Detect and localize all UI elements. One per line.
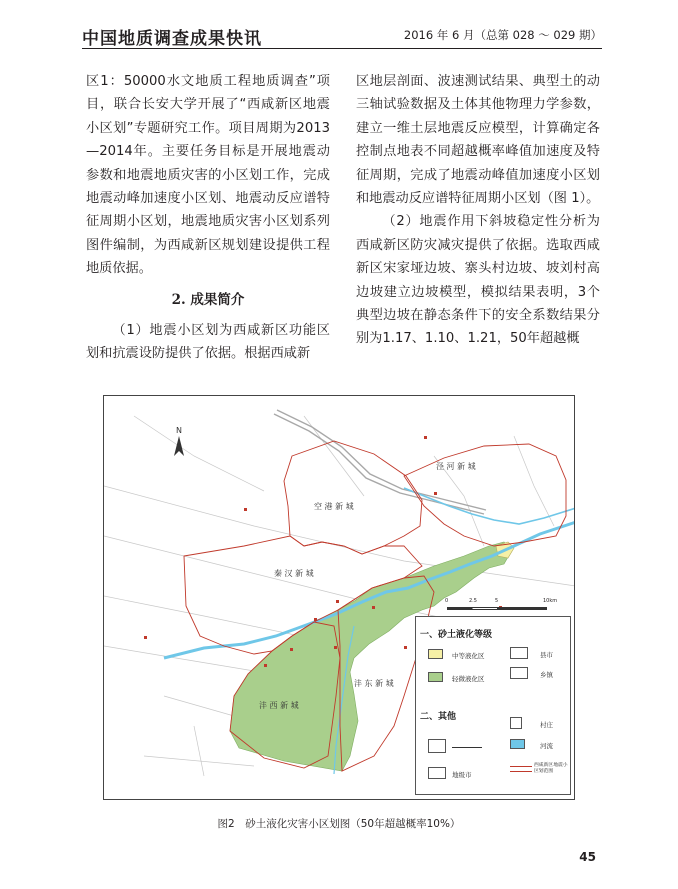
north-arrow xyxy=(174,426,184,456)
label-fengdong: 沣 东 新 城 xyxy=(354,679,394,688)
right-paragraph-1: 区地层剖面、波速测试结果、典型土的动三轴试验数据及土体其他物理力学参数，建立一维土层地震反应模型，计算确定各控制点地表不同超越概率峰值加速度及特征周期，完成了地震动峰值加速度小区划和地震动反应谱特征周期小区划（图 1）。 xyxy=(356,74,600,207)
scale-tick-0: 0 xyxy=(445,598,449,604)
town-symbol xyxy=(510,667,528,679)
north-label: N xyxy=(176,426,182,435)
legend-town: 乡镇 xyxy=(540,671,553,679)
journal-name: 中国地质调查成果快讯 xyxy=(82,29,262,49)
label-qinhan: 秦 汉 新 城 xyxy=(274,569,314,578)
borehole-leader-line xyxy=(452,747,482,748)
right-column xyxy=(356,70,600,351)
borehole-symbol xyxy=(428,739,446,753)
legend-prefecture: 地级市 xyxy=(452,771,472,779)
right-paragraph-2: （2）地震作用下斜坡稳定性分析为西咸新区防灾减灾提供了依据。选取西咸新区宋家垭边坡、寨头村边坡、坡刘村高边坡建立边坡模型，模拟结果表明，3个典型边坡在静态条件下的安全系数结果分别为1.17、1.10、1.21，50年超越概 xyxy=(356,214,600,347)
jinghe-river xyxy=(404,488,575,524)
label-konggang: 空 港 新 城 xyxy=(314,502,354,511)
figure-caption: 图2 砂土液化灾害小区划图（50年超越概率10%） xyxy=(217,818,461,830)
left-paragraph-2: （1）地震小区划为西咸新区功能区划和抗震设防提供了依据。根据西咸新 xyxy=(86,323,330,362)
scale-tick-3: 10km xyxy=(543,598,558,604)
boundary-symbol xyxy=(510,766,532,772)
legend-county: 县市 xyxy=(540,651,553,659)
legend-village: 村庄 xyxy=(540,721,553,729)
river-swatch xyxy=(510,739,525,749)
slight-swatch xyxy=(428,672,443,682)
label-fengxi: 沣 西 新 城 xyxy=(259,701,299,710)
section-heading: 2. 成果简介 xyxy=(171,291,245,308)
village-symbol xyxy=(510,717,522,729)
scale-tick-1: 2.5 xyxy=(469,598,477,604)
prefecture-symbol xyxy=(428,767,446,779)
issue-info: 2016 年 6 月（总第 028 ～ 029 期） xyxy=(403,28,602,42)
legend-section-2-title: 二、其他 xyxy=(420,712,457,722)
county-symbol xyxy=(510,647,528,659)
scale-tick-2: 5 xyxy=(495,598,499,604)
legend-river: 河流 xyxy=(540,742,553,750)
legend-slight: 轻微液化区 xyxy=(452,675,485,683)
label-jinghe: 泾 河 新 城 xyxy=(436,462,476,471)
scale-bar xyxy=(445,598,567,615)
left-paragraph-1: 区1：50000水文地质工程地质调查”项目，联合长安大学开展了“西咸新区地震小区划”专题研究工作。项目周期为2013—2014年。主要任务目标是开展地震动参数和地震地质灾害的小区划工作，完成地震动峰加速度小区划、地震动反应谱特征周期小区划，地震地质灾害小区划系列图件编制，为西咸新区规划建设提供工程地质依据。 xyxy=(86,74,330,277)
left-column xyxy=(86,70,330,366)
legend-moderate: 中等液化区 xyxy=(452,652,485,660)
header-rule xyxy=(82,48,602,49)
page-header xyxy=(82,24,602,50)
liquefaction-zoning-map xyxy=(103,395,575,800)
moderate-swatch xyxy=(428,649,443,659)
map-legend xyxy=(415,616,571,795)
page-number: 45 xyxy=(579,850,596,864)
legend-section-1-title: 一、砂土液化等级 xyxy=(420,630,493,640)
legend-boundary: 西咸新区地震小区划范围 xyxy=(534,763,568,774)
